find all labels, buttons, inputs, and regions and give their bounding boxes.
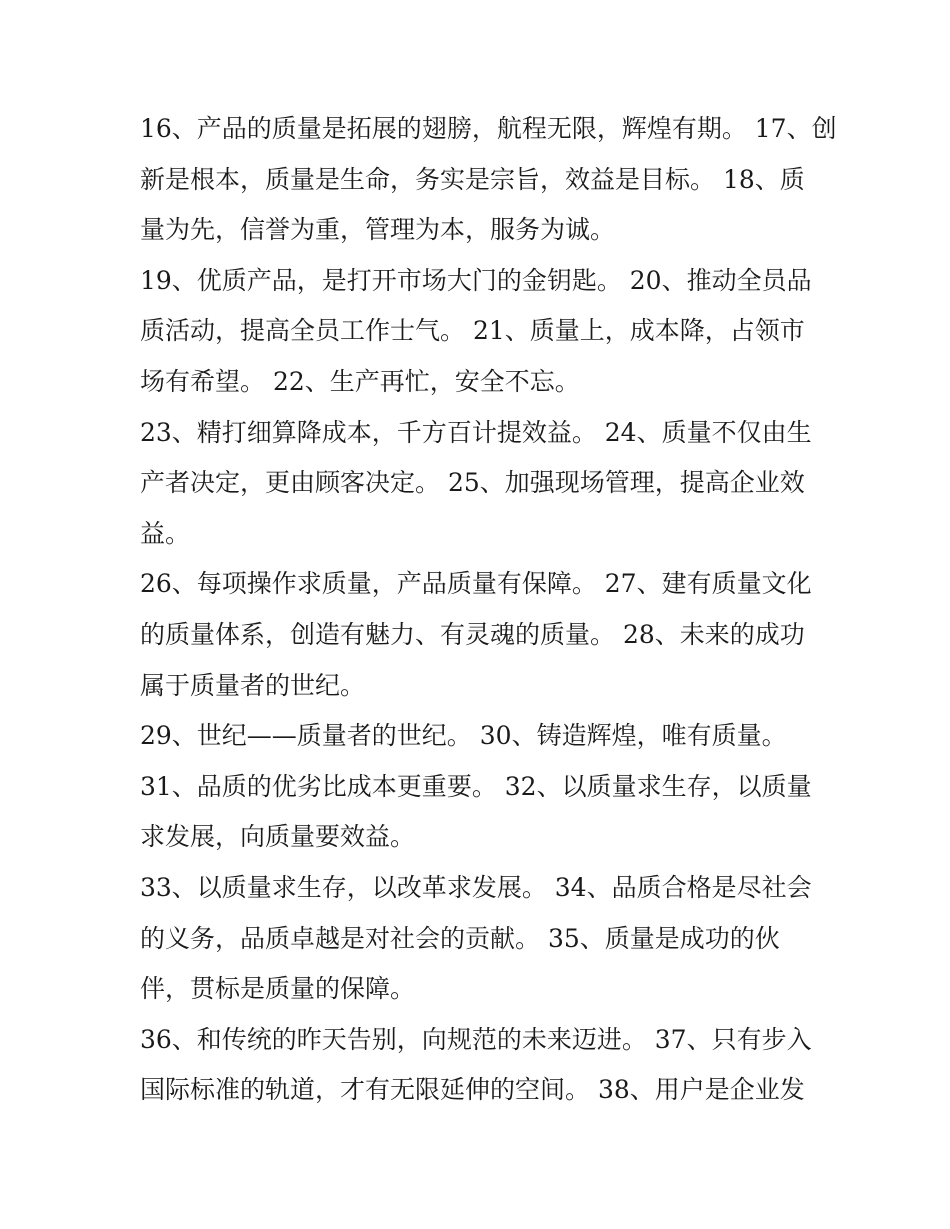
- text-line: 16、产品的质量是拓展的翅膀，航程无限，辉煌有期。 17、创: [140, 114, 837, 143]
- text-line: 产者决定，更由顾客决定。 25、加强现场管理，提高企业效: [140, 468, 805, 498]
- paragraph-26-28: [140, 559, 815, 711]
- document-body: [140, 104, 837, 1116]
- text-line: 属于质量者的世纪。: [140, 670, 366, 700]
- text-line: 质活动，提高全员工作士气。 21、质量上，成本降，占领市: [140, 316, 805, 346]
- text-line: 的义务，品质卓越是对社会的贡献。 35、质量是成功的伙: [140, 923, 780, 953]
- text-line: 量为先，信誉为重，管理为本，服务为诚。: [140, 215, 616, 245]
- paragraph-16-18: [140, 104, 837, 256]
- text-line: 国际标准的轨道，才有无限延伸的空间。 38、用户是企业发: [140, 1075, 805, 1105]
- text-line: 伴，贯标是质量的保障。: [140, 974, 416, 1004]
- text-line: 23、精打细算降成本，千方百计提效益。 24、质量不仅由生: [140, 417, 812, 447]
- text-line: 的质量体系，创造有魅力、有灵魂的质量。 28、未来的成功: [140, 619, 805, 649]
- text-line: 场有希望。 22、生产再忙，安全不忘。: [140, 366, 580, 396]
- paragraph-23-25: [140, 408, 815, 560]
- text-line: 31、品质的优劣比成本更重要。 32、以质量求生存，以质量: [140, 771, 812, 801]
- text-line: 36、和传统的昨天告别，向规范的未来迈进。 37、只有步入: [140, 1024, 812, 1054]
- text-line: 新是根本，质量是生命，务实是宗旨，效益是目标。 18、质: [140, 164, 805, 194]
- text-line: 29、世纪——质量者的世纪。 30、铸造辉煌，唯有质量。: [140, 721, 787, 751]
- paragraph-31-32: [140, 762, 815, 863]
- text-line: 19、优质产品，是打开市场大门的金钥匙。 20、推动全员品: [140, 265, 812, 295]
- text-line: 求发展，向质量要效益。: [140, 822, 416, 852]
- paragraph-19-22: [140, 256, 815, 408]
- paragraph-33-35: [140, 863, 815, 1015]
- paragraph-29-30: [140, 711, 815, 762]
- text-line: 26、每项操作求质量，产品质量有保障。 27、建有质量文化: [140, 569, 812, 599]
- paragraph-36-38: [140, 1015, 815, 1116]
- text-line: 33、以质量求生存，以改革求发展。 34、品质合格是尽社会: [140, 872, 812, 902]
- text-line: 益。: [140, 518, 191, 548]
